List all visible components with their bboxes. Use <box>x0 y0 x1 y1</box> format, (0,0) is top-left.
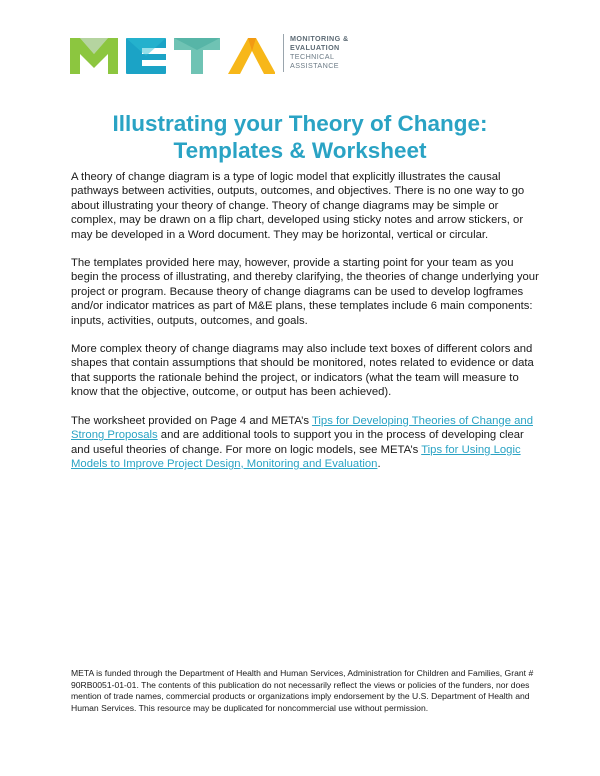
paragraph-worksheet-text-c: . <box>377 457 381 470</box>
link-tips-theories-of-change[interactable]: Tips for Developing Theories of Change and Strong Proposals <box>71 414 533 442</box>
logo-tagline-line-1: MONITORING & <box>290 34 349 43</box>
link-tips-logic-models[interactable]: Tips for Using Logic Models to Improve Project Design, Monitoring and Evaluation <box>71 443 521 470</box>
page-title <box>40 110 560 164</box>
meta-logo <box>70 32 349 80</box>
logo-divider <box>283 34 284 72</box>
paragraph-worksheet-text-b: and are additional tools to support you in the process of developing clear and useful theories of change. For more on logic models, see META’s <box>71 429 524 456</box>
page-title-line-2: Templates & Worksheet <box>173 138 427 163</box>
logo-tagline <box>290 34 349 70</box>
paragraph-templates: The templates provided here may, however, provide a starting point for your team as you begin the process of illustrating, and thereby clarifying, the theories of change underlying your project or program. Because theory of change diagrams can be used to develop logframes and/or indicator matrices as part of M&E plans, these templates include 6 main components: inputs, activities, outputs, outcomes, and goals. <box>71 257 539 327</box>
funding-disclaimer: META is funded through the Department of Health and Human Services, Administration for Children and Families, Grant # 90RB0051-01-01. The contents of this publication do not necessarily reflect the views or policies of the funders, nor does mention of trade names, commercial products or organizations imply endorsement by the U.S. Department of Health and Human Services. This resource may be duplicated for noncommercial use without permission. <box>71 668 534 713</box>
paragraph-complex-diagrams: More complex theory of change diagrams may also include text boxes of different colors and shapes that contain assumptions that should be monitored, notes related to evidence or data that supports the rationale behind the project, or indicators (what the team will measure to know that the objective, outcome, or output has been achieved). <box>71 343 534 399</box>
logo-tagline-line-3: TECHNICAL <box>290 52 335 61</box>
body-content <box>71 170 541 485</box>
paragraph-intro: A theory of change diagram is a type of logic model that explicitly illustrates the causal pathways between activities, outputs, outcomes, and objectives. There is no one way to go about illustrating your theory of change. Theory of change diagrams may be simple or complex, may be drawn on a flip chart, developed using sticky notes and arrow stickers, or may be developed in a Word document. They may be horizontal, vertical or circular. <box>71 171 525 241</box>
logo-tagline-line-2: EVALUATION <box>290 43 340 52</box>
meta-wordmark-logo <box>70 36 275 76</box>
paragraph-worksheet-text-a: The worksheet provided on Page 4 and META’s <box>71 414 312 427</box>
paragraph-worksheet <box>71 414 541 472</box>
logo-wordmark-text: META <box>70 36 73 37</box>
logo-tagline-line-4: ASSISTANCE <box>290 61 339 70</box>
page-title-line-1: Illustrating your Theory of Change: <box>112 111 488 136</box>
